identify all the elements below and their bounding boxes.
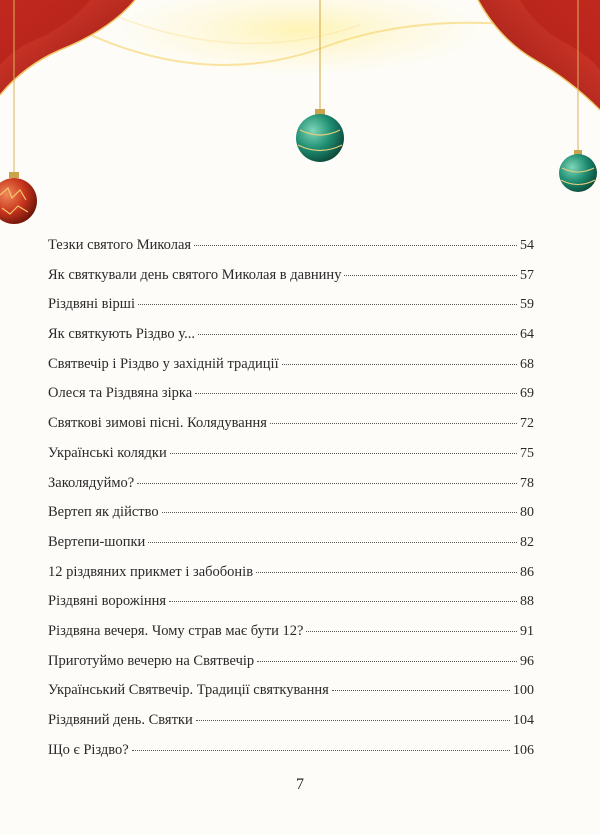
toc-entry-page: 104 [513, 713, 534, 728]
toc-entry-title: Вертепи-шопки [48, 533, 146, 550]
toc-entry-title: Різдвяні вірші [48, 296, 135, 313]
toc-entry-title: Святвечір і Різдво у західній традиції [48, 355, 279, 372]
toc-entry-page: 80 [520, 505, 534, 521]
table-of-contents [48, 238, 534, 772]
toc-entry-page: 96 [520, 653, 534, 669]
toc-entry-page: 64 [520, 327, 534, 343]
toc-leader-dots [270, 423, 517, 424]
toc-leader-dots [162, 512, 517, 513]
green-ornament-small-icon [559, 150, 597, 192]
toc-entry-title: Український Святвечір. Традиції святкування [48, 682, 329, 699]
toc-entry-page: 100 [513, 683, 534, 699]
toc-entry-page: 82 [520, 534, 534, 550]
toc-entry-title: Тезки святого Миколая [48, 237, 192, 253]
toc-entry[interactable] [48, 683, 534, 713]
toc-entry-page: 59 [520, 297, 534, 313]
toc-entry-title: Українські колядки [48, 444, 167, 461]
toc-leader-dots [196, 720, 510, 721]
toc-entry[interactable] [48, 713, 534, 743]
toc-leader-dots [256, 572, 517, 573]
toc-leader-dots [344, 275, 517, 276]
toc-leader-dots [138, 304, 517, 305]
toc-leader-dots [332, 690, 510, 691]
toc-leader-dots [148, 542, 517, 543]
toc-leader-dots [198, 334, 517, 335]
toc-entry[interactable] [48, 624, 534, 654]
toc-entry-page: 57 [520, 267, 534, 283]
red-ornament-icon [0, 172, 37, 224]
toc-leader-dots [257, 661, 517, 662]
toc-entry[interactable] [48, 476, 534, 506]
toc-leader-dots [194, 245, 517, 246]
toc-entry[interactable] [48, 238, 534, 268]
toc-entry-title: Святкові зимові пісні. Колядування [48, 415, 267, 432]
toc-entry[interactable] [48, 297, 534, 327]
toc-entry[interactable] [48, 416, 534, 446]
toc-entry-page: 78 [520, 475, 534, 491]
toc-entry-title: Приготуймо вечерю на Святвечір [48, 652, 255, 669]
toc-entry-title: Різдвяний день. Святки [48, 712, 193, 728]
toc-leader-dots [132, 750, 510, 751]
toc-leader-dots [282, 364, 517, 365]
toc-entry[interactable] [48, 386, 534, 416]
toc-leader-dots [306, 631, 517, 632]
green-ornament-icon [296, 109, 344, 162]
toc-entry[interactable] [48, 268, 534, 298]
toc-leader-dots [195, 393, 517, 394]
toc-entry-page: 75 [520, 445, 534, 461]
toc-entry-title: 12 різдвяних прикмет і забобонів [48, 563, 254, 580]
toc-entry-title: Що є Різдво? [48, 741, 129, 758]
toc-entry-page: 86 [520, 564, 534, 580]
toc-entry-page: 54 [520, 238, 534, 253]
toc-entry[interactable] [48, 327, 534, 357]
toc-leader-dots [137, 483, 517, 484]
toc-entry-page: 68 [520, 356, 534, 372]
toc-entry-title: Різдвяна вечеря. Чому страв має бути 12? [48, 622, 304, 639]
toc-leader-dots [169, 601, 517, 602]
toc-entry-title: Різдвяні ворожіння [48, 593, 167, 610]
christmas-header-decoration [0, 0, 600, 235]
toc-leader-dots [170, 453, 517, 454]
toc-entry-title: Заколядуймо? [48, 474, 135, 491]
toc-entry-title: Вертеп як дійство [48, 504, 159, 521]
toc-entry[interactable] [48, 654, 534, 684]
toc-entry-page: 69 [520, 386, 534, 402]
toc-entry-page: 88 [520, 594, 534, 610]
toc-entry[interactable] [48, 505, 534, 535]
toc-entry[interactable] [48, 594, 534, 624]
toc-entry-title: Як святкують Різдво у... [48, 326, 195, 343]
toc-entry-page: 72 [520, 416, 534, 432]
toc-entry-page: 106 [513, 742, 534, 758]
toc-entry[interactable] [48, 357, 534, 387]
toc-entry-title: Олеся та Різдвяна зірка [48, 385, 193, 402]
toc-entry[interactable] [48, 743, 534, 773]
toc-entry[interactable] [48, 446, 534, 476]
toc-entry[interactable] [48, 535, 534, 565]
toc-entry[interactable] [48, 565, 534, 595]
page-number: 7 [296, 776, 304, 793]
toc-entry-title: Як святкували день святого Миколая в давнину [48, 266, 342, 283]
light-glow [70, 0, 530, 85]
toc-entry-page: 91 [520, 623, 534, 639]
